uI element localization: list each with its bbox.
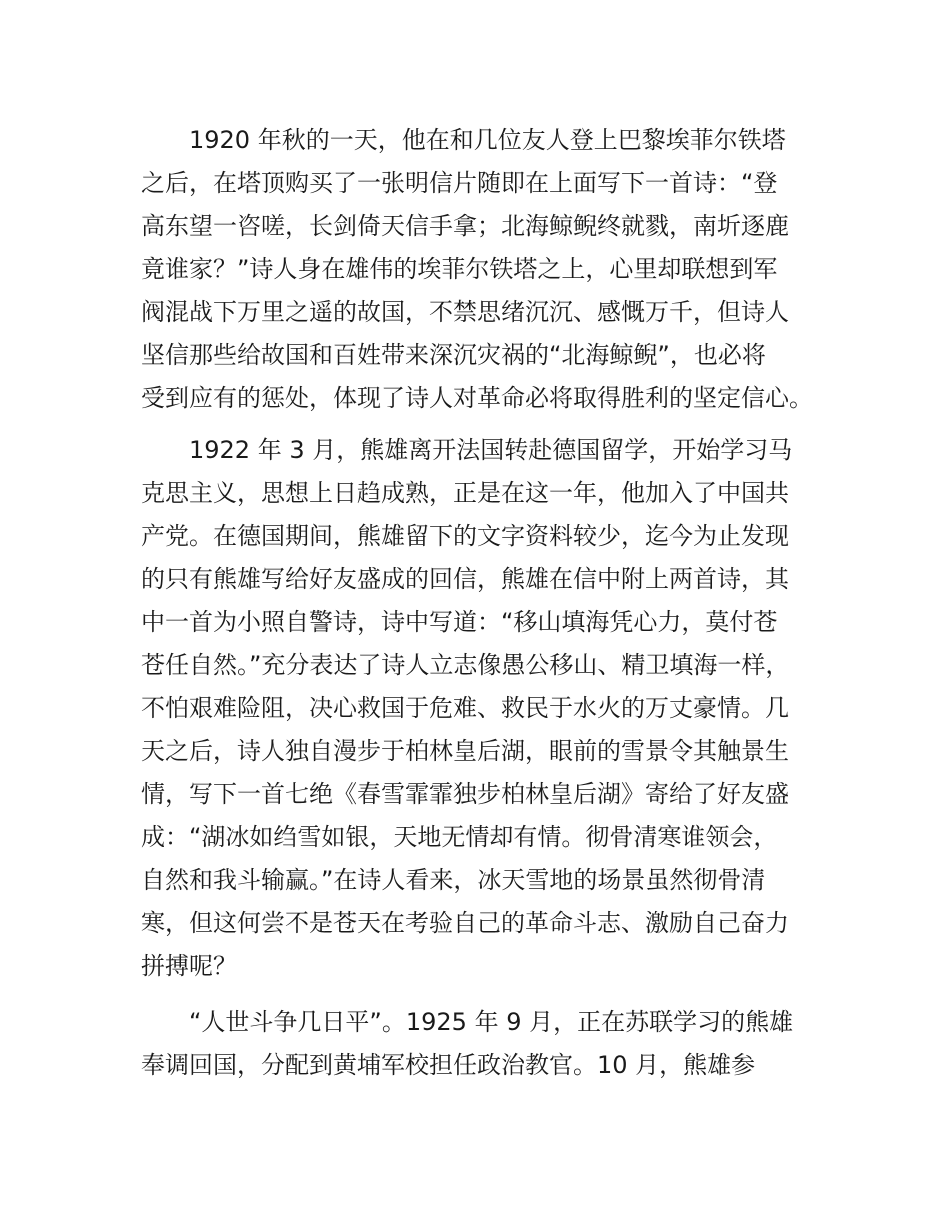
paragraph-2-line: 1922 年 3 月，熊雄离开法国转赴德国留学，开始学习马 bbox=[189, 436, 793, 464]
paragraph-2-line: 产党。在德国期间，熊雄留下的文字资料较少，迄今为止发现 bbox=[141, 522, 789, 550]
paragraph-2-line: 苍任自然。”充分表达了诗人立志像愚公移山、精卫填海一样， bbox=[141, 651, 790, 679]
paragraph-3-line: 奉调回国，分配到黄埔军校担任政治教官。10 月，熊雄参 bbox=[141, 1051, 756, 1079]
paragraph-1-line: 阀混战下万里之遥的故国，不禁思绪沉沉、感慨万千，但诗人 bbox=[141, 298, 789, 326]
paragraph-1-line: 1920 年秋的一天，他在和几位友人登上巴黎埃菲尔铁塔 bbox=[189, 126, 786, 154]
paragraph-2-line: 不怕艰难险阻，决心救国于危难、救民于水火的万丈豪情。几 bbox=[141, 694, 789, 722]
paragraph-2-line: 克思主义，思想上日趋成熟，正是在这一年，他加入了中国共 bbox=[141, 479, 789, 507]
paragraph-2-line: 的只有熊雄写给好友盛成的回信，熊雄在信中附上两首诗，其 bbox=[141, 565, 789, 593]
paragraph-1-line: 竟谁家？”诗人身在雄伟的埃菲尔铁塔之上，心里却联想到军 bbox=[141, 255, 778, 283]
paragraph-2-line: 拼搏呢？ bbox=[141, 952, 237, 980]
paragraph-3-line: “人世斗争几日平”。1925 年 9 月，正在苏联学习的熊雄 bbox=[189, 1008, 794, 1036]
paragraph-2-line: 寒，但这何尝不是苍天在考验自己的革命斗志、激励自己奋力 bbox=[141, 909, 789, 937]
paragraph-1-line: 受到应有的惩处，体现了诗人对革命必将取得胜利的坚定信心。 bbox=[141, 384, 813, 412]
paragraph-2-line: 情，写下一首七绝《春雪霏霏独步柏林皇后湖》寄给了好友盛 bbox=[141, 780, 789, 808]
paragraph-2-line: 成：“湖冰如绉雪如银，天地无情却有情。彻骨清寒谁领会， bbox=[141, 823, 778, 851]
paragraph-2-line: 天之后，诗人独自漫步于柏林皇后湖，眼前的雪景令其触景生 bbox=[141, 737, 789, 765]
paragraph-1-line: 高东望一咨嗟，长剑倚天信手拿；北海鲸鲵终就戮，南圻逐鹿 bbox=[141, 212, 789, 240]
paragraph-2-line: 自然和我斗输赢。”在诗人看来，冰天雪地的场景虽然彻骨清 bbox=[141, 866, 766, 894]
paragraph-1-line: 之后，在塔顶购买了一张明信片随即在上面写下一首诗：“登 bbox=[141, 169, 778, 197]
paragraph-1-line: 坚信那些给故国和百姓带来深沉灾祸的“北海鲸鲵”，也必将 bbox=[141, 341, 766, 369]
paragraph-2-line: 中一首为小照自警诗，诗中写道：“移山填海凭心力，莫付苍 bbox=[141, 608, 778, 636]
